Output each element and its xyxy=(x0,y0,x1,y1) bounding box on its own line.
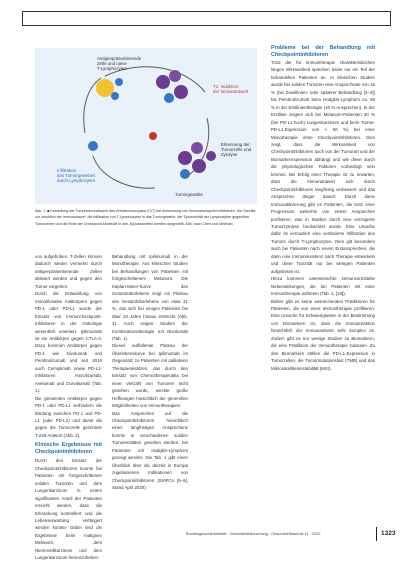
label-infiltration-line1: Infiltration xyxy=(57,168,77,173)
label-detection-line1: Erkennung der xyxy=(221,142,250,147)
journal-footer: Bundesgesundheitsblatt - Gesundheitsforschung - Gesundheitsschutz 11 · 2020 xyxy=(186,532,321,536)
section-heading: Klinische Ergebnisse mit Checkpointinhibitoren xyxy=(35,442,102,456)
tumor-cell xyxy=(156,75,170,89)
tumor-cell-lysis xyxy=(149,132,157,140)
tumor-cell xyxy=(191,142,203,154)
antigen-presenting-cell xyxy=(96,79,114,97)
paragraph: Hinzu kommen unerwünschte immunvermittelte Nebenwirkungen, die bei Patienten mit einer Immuntherapie auftreten (Tab. 1, [10]). xyxy=(271,276,375,297)
paragraph: von aufgehoben. T-Zellen können dadurch wieder vermehrt durch antigenpräsentierende Zellen aktiviert werden und gegen den Tumor vorgehen. xyxy=(35,254,102,289)
label-immune-line2: der Immunantwort xyxy=(213,89,249,94)
column-2 xyxy=(112,253,188,492)
header-bar xyxy=(22,11,391,26)
label-tumor: Tumorgewebe xyxy=(175,192,203,197)
tumor-cell xyxy=(206,151,216,161)
paragraph: Durch den Einsatz der Checkpointinhibitoren konnte bei Patienten mit fortgeschrittenen soliden Tumoren und dem Lungenkarzinom in einem signifikanten Anteil der Patienten erreicht werden, dass die Erkrankung kontrolliert und die Lebenserwartung verlängert werden konnte. Dabei sind die Ergebnisse beim malignen Melanom, dem Nierenzellkarzinom und dem Lungenkarzinom hervorzuheben. xyxy=(35,458,102,561)
t-cell xyxy=(180,169,190,179)
footer-divider xyxy=(376,527,377,541)
paragraph: Durch die Entwicklung von monoklonalen Antikörpern gegen PD-1 oder PD-L1 wurde der Einsatz von Immuncheckpoint-Inhibitoren in der Onkologie wesentlich erweitert. Ipilimumab ist ein Antikörper gegen CTLA-4. Dazu kommen Antikörper gegen PD-1 wie Nivolumab und Pembrolizumab und seit 2018 auch Cemiplimab sowie PD-L1-Inhibitoren Atezolizumab, Avelumab und Durvalumab (Tab. 1). xyxy=(35,291,102,394)
label-antigen-line2: Zelle und naive xyxy=(97,61,127,66)
label-antigen-line3: T-Lymphozyten xyxy=(97,66,127,71)
tumor-cell xyxy=(169,70,181,82)
paragraph: Das Ansprechen auf die Checkpointinhibitoren hinsichtlich eines langfristigen Ansprechens konnte in verschiedenen soliden Tumorentitäten gesehen werden, bei Patienten mit Hodgkin-Lymphom gezeigt werden. Die Tab. 1 gibt einen Überblick über die derzeit in Europa zugelassenen Indikationen von Checkpointinhibitoren (SmPCs [5–9], Stand April 2020). xyxy=(112,410,188,491)
figure-caption: Abb. 1 ◀ Darstellung der Tumorimmunabwehr des Krebsimmunzyklus (CIT) bei Anwendung von Immuncheckpoint-Inhibitoren. Die Schritte zur Induktion der Immunantwort, die Infiltration von T-Lymphozyten in das Tumorgewebe, der Zytotoxizität der Lymphozyten gegenüber Tumorzellen und die Rolle der Checkpoint-Moleküle in den Zyklusschritten werden dargestellt. Abb. nach Chen und Mellman xyxy=(35,209,256,226)
paragraph: Bisher gibt es keine ausreichenden Prädiktoren für Patienten, die von einer Immuntherapie profitieren. Eine Ursache für Schwierigkeiten in der Bestimmung von Biomarkern ist, dass die Immunreaktion hinsichtlich der Immunantwort sehr komplex ist. Zudem gibt es nur wenige Studien zu Biomarkern, die eine Prädiktion der Immuntherapie zulassen. Zu den Biomarkern zählen die PD-L1-Expression in Tumorzellen, die Tumormutationslast (TMB) und das Mikrosatelliteninstabilität (MSI). xyxy=(271,298,375,371)
label-infiltration-line2: des Tumorgewebes xyxy=(57,173,96,178)
label-immune-line1: T1: Induktion xyxy=(213,84,239,89)
page-number: 1323 xyxy=(381,530,396,537)
paragraph: Dieses auffallende Plateau der Überlebenskurve bei Ipilimumab im Gegensatz zu Patienten mit palliativen Therapieansätzen, das durch den Einsatz von Chemotherapeutika bei einer Vielzahl von Tumoren nicht gesehen wurde, weckte große Hoffnungen hinsichtlich der generellen Möglichkeiten von Immuntherapien. xyxy=(112,343,188,409)
t-cell xyxy=(88,141,98,151)
label-antigen-line1: Antigenpräsentierende xyxy=(97,56,142,61)
tumor-cell xyxy=(178,151,192,165)
tumor-cell xyxy=(192,159,206,173)
label-infiltration-line3: durch Lymphozyten xyxy=(57,178,96,183)
paragraph: Die genannten Antikörper gegen PD-1 oder PD-L1 verhindern die Bindung zwischen PD-1 und PD-L1 (oder PD-L2) und damit die gegen die Tumorzelle gerichtete T-Zell-Antwort (Abb. 2). xyxy=(35,395,102,438)
figure-panel xyxy=(35,48,257,204)
section-heading: Probleme bei der Behandlung mit Checkpointinhibitoren xyxy=(271,45,375,58)
cycle-arrow xyxy=(93,156,155,188)
t-cell xyxy=(164,93,174,103)
paragraph: Behandlung mit Ipilimumab in der Monotherapie. Aus klinischen Studien bei Behandlungen von Patienten mit fortgeschrittenem Melanom. Die Kaplan-Meier-Kurve des Gesamtüberlebens zeigt ein Plateau des Gesamtüberlebens von etwa 21 %, das sich bei einigen Patienten bis über 10 Jahre hinaus erstreckt (Abb. 3). Auch zeigen Studien der Kombinationstherapie mit Nivolumab (Tab. 1). xyxy=(112,254,188,341)
t-cell xyxy=(111,92,119,100)
cancer-immunity-cycle-diagram xyxy=(35,48,257,204)
label-detection-line2: Tumorzelle und xyxy=(221,147,252,152)
t-cell xyxy=(115,78,123,86)
column-3 xyxy=(271,45,375,372)
tumor-cell xyxy=(174,85,188,99)
label-detection-line3: Zytolyse xyxy=(221,152,238,157)
paragraph: Trotz der für Immuntherapie charakteristischen langen Wirksamkeit sprechen leider nur ein Teil der behandelten Patienten an. In klinischen Studien wurde bei soliden Tumoren eine Ansprechrate von 15 % (bei Zweitlinien- oder späterer Behandlung [2–4]) bis Pembrolizumab beim Hodgkin-Lymphom ca. 69 % in der Erstlinientherapie (40 % Ansprechen). In der Erstlinie zeigten sich bei Melanom-Patienten 40 % (bei PD-L1-hoch) Lungenkarzinom und beim Tumor-PD-L1-Expression von > 50 %) bei einer Monotherapie ohne Checkpointinhibitoren. Dies zeigt, dass die Wirksamkeit von Checkpointinhibitoren auch von der Tumorart und der Biomarkerexpression abhängt und wie diese durch die physiologischen Faktoren vorbedingt sein können. Bei Erfolg einer Therapie ist zu erwarten, dass die Immunantwort sich durch Checkpointinhibitoren langfristig verbessert und das Ansprechen länger dauert. Durch diese Immunaktivierung gibt es Patienten, die trotz einer Progression weiterhin von einem Ansprechen profitieren, was in Studien durch eine verzögerte Tumorzytolyse beobachtet wurde. Eine Ursache dafür ist vermutlich eine veränderte Infiltration des Tumors durch T-Lymphozyten. Dies gilt besonders auch bei Patienten nach einem Erstansprechen, die dann eine Immunresistenz nach Therapie entwickeln und diese Toxizität nur bei wenigen Patienten aufgetreten ist. xyxy=(271,60,375,274)
column-1 xyxy=(35,253,102,562)
